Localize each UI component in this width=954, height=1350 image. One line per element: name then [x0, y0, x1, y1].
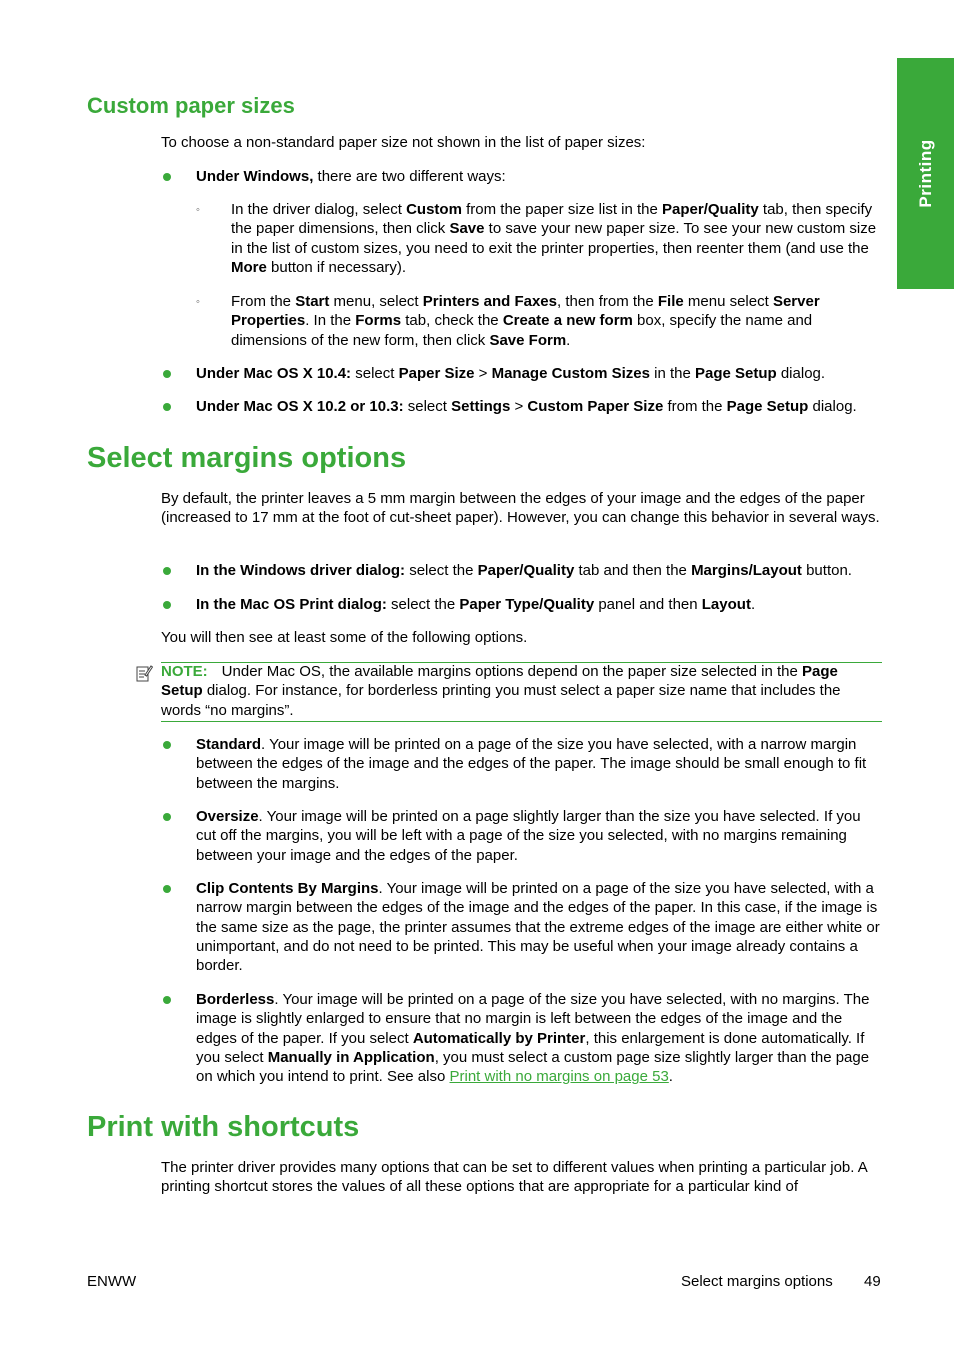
sub-bullet-icon: ◦ [196, 296, 200, 308]
option-clip-contents: Clip Contents By Margins. Your image will be printed on a page of the size you have selected, with a narrow margin between the edges of the image and the edges of the paper. In this case, if the image is the same size as the page, the printer assumes that the extreme edges of the image are either white or unimportant, and do not need to be printed. This may be useful when your image already contains a border. [196, 880, 880, 975]
sub-bullet-icon: ◦ [196, 204, 200, 216]
sub-bullet-start-menu: From the Start menu, select Printers and Faxes, then from the File menu select Server Properties. In the Forms tab, check the Create a new form box, specify the name and dimensions of the new form, then click Save Form. [231, 293, 820, 349]
no-margins-link[interactable]: Print with no margins on page 53 [449, 1068, 669, 1086]
bullet-windows: Under Windows, there are two different ways: [196, 168, 506, 185]
option-standard: Standard. Your image will be printed on a page of the size you have selected, with a narrow margin between the edges of the image and the edges of the paper. The image should be small enough to fit between the margins. [196, 736, 867, 792]
bullet-icon [163, 173, 171, 181]
bullet-icon [163, 885, 171, 893]
margins-follow: You will then see at least some of the following options. [161, 629, 528, 646]
bullet-windows-driver: In the Windows driver dialog: select the Paper/Quality tab and then the Margins/Layout button. [196, 562, 852, 579]
bullet-mac-102: Under Mac OS X 10.2 or 10.3: select Settings > Custom Paper Size from the Page Setup dialog. [196, 398, 857, 415]
bullet-icon [163, 370, 171, 378]
shortcuts-heading: Print with shortcuts [87, 1111, 360, 1143]
custom-paper-intro: To choose a non-standard paper size not shown in the list of paper sizes: [161, 134, 646, 151]
bullet-icon [163, 403, 171, 411]
sub-bullet-driver-dialog: In the driver dialog, select Custom from the paper size list in the Paper/Quality tab, then specify the paper dimensions, then click Save to save your new paper size. To see your new custom size in the list of custom sizes, you need to exit the printer properties, then reenter them (and use the More button if necessary). [231, 201, 877, 276]
note-icon [136, 664, 153, 682]
option-borderless: Borderless. Your image will be printed on a page of the size you have selected, with no margins. The image is slightly enlarged to ensure that no margin is left between the edges of the image and the edges of the paper. If you select Automatically by Printer, this enlargement is done automatically. If you select Manually in Application, you must select a custom page size slightly larger than the page on which you intend to print. See also Print with no margins on page 53. [196, 991, 870, 1086]
shortcuts-intro: The printer driver provides many options that can be set to different values when printing a particular job. A printing shortcut stores the values of all these options that are appropriate for a particular kind of [161, 1159, 867, 1196]
bullet-icon [163, 813, 171, 821]
bullet-icon [163, 567, 171, 575]
margins-intro: By default, the printer leaves a 5 mm margin between the edges of your image and the edges of the paper (increased to 17 mm at the foot of cut-sheet paper). However, you can change this behavior in several ways. [161, 490, 880, 527]
margins-heading: Select margins options [87, 442, 407, 474]
footer-section: Select margins options [681, 1273, 833, 1290]
bullet-icon [163, 601, 171, 609]
option-oversize: Oversize. Your image will be printed on a page slightly larger than the size you have selected. If you cut off the margins, you will be left with a page of the size you selected, with no margins remaining between your image and the edges of the paper. [196, 808, 861, 864]
custom-paper-heading: Custom paper sizes [87, 93, 295, 118]
bullet-mac-print: In the Mac OS Print dialog: select the Paper Type/Quality panel and then Layout. [196, 596, 756, 613]
note-text: NOTE: Under Mac OS, the available margins options depend on the paper size selected in the Page Setup dialog. For instance, for borderless printing you must select a paper size name that includes the words “no margins”. [161, 663, 841, 719]
footer-page-number: 49 [864, 1273, 881, 1290]
chapter-tab [897, 58, 954, 289]
chapter-tab-label: Printing [915, 139, 935, 208]
footer-left: ENWW [87, 1273, 137, 1290]
bullet-mac-104: Under Mac OS X 10.4: select Paper Size > Manage Custom Sizes in the Page Setup dialog. [196, 365, 826, 382]
bullet-icon [163, 741, 171, 749]
bullet-icon [163, 996, 171, 1004]
